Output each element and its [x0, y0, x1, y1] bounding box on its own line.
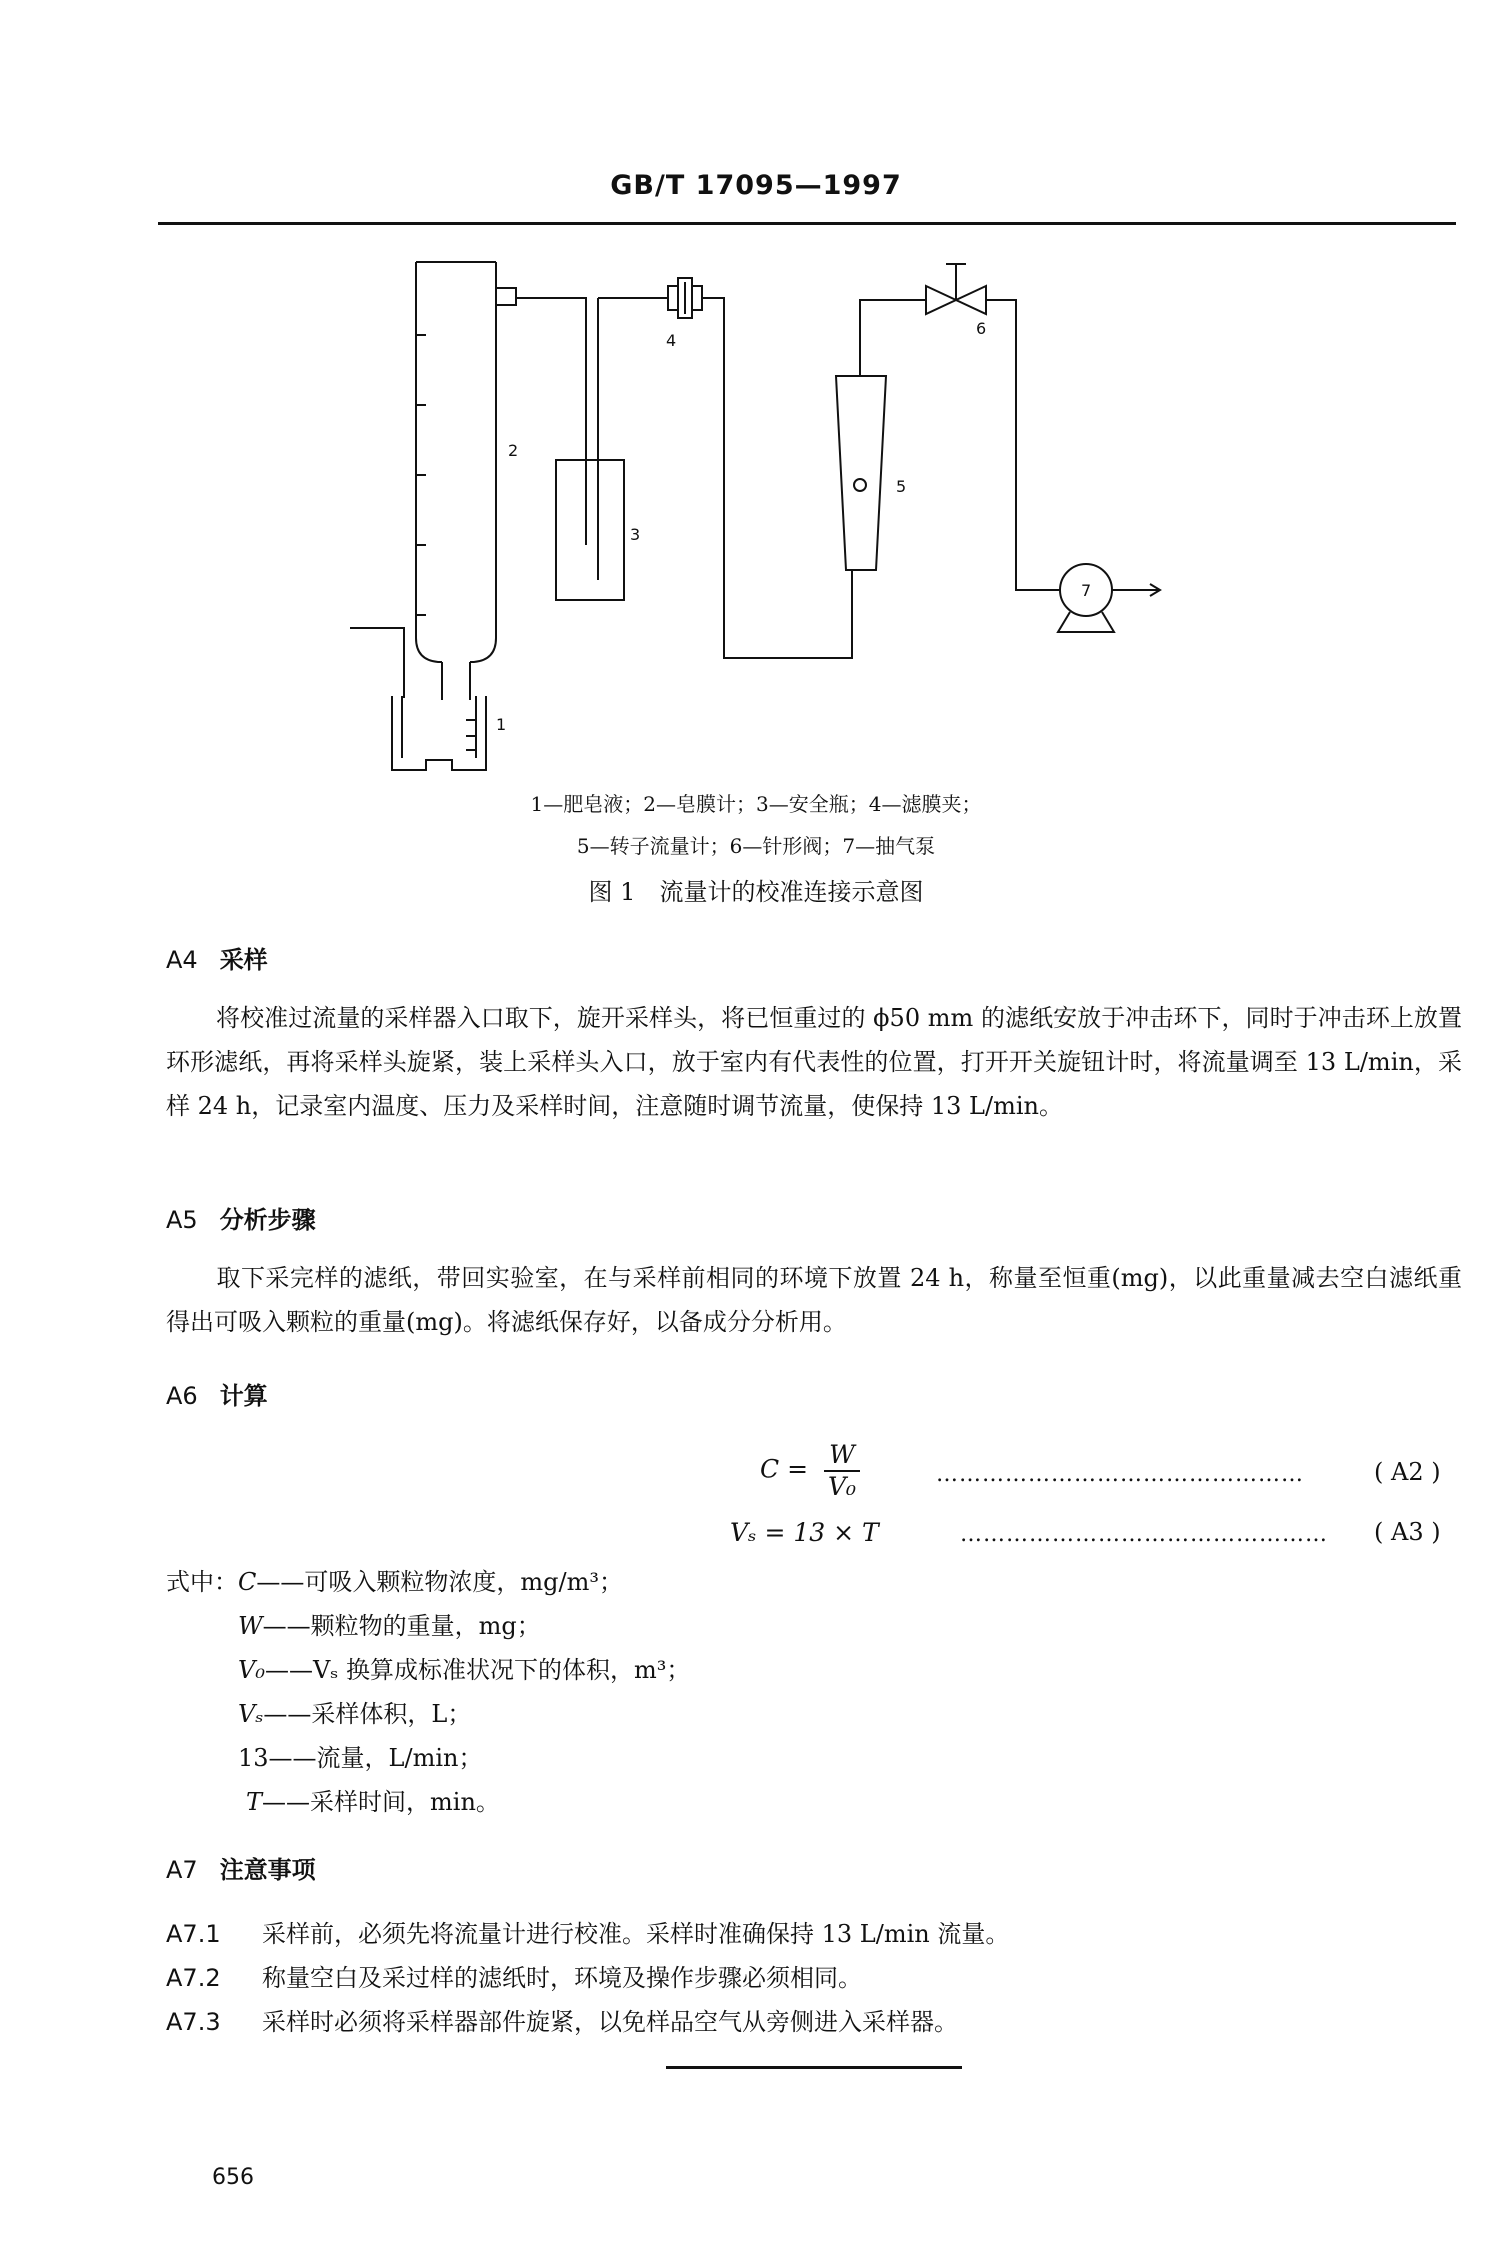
soap-liquid-inner: [402, 696, 476, 758]
figure-legend-line-1: 1—肥皂液；2—皂膜计；3—安全瓶；4—滤膜夹；: [530, 792, 982, 816]
where-intro: 式中：: [166, 1568, 238, 1596]
where-row: [166, 1736, 690, 1780]
section-number: A7: [166, 1856, 198, 1884]
section-a6-heading: [166, 1376, 268, 1411]
where-row: [166, 1648, 690, 1692]
equation-a2: [760, 1440, 860, 1502]
label-7: 7: [1081, 581, 1092, 600]
equation-lhs: C =: [760, 1454, 809, 1484]
vacuum-pump: [1058, 564, 1160, 632]
section-number: A4: [166, 946, 198, 974]
section-title: 采样: [219, 945, 268, 974]
soap-film-meter-tube: [416, 262, 496, 662]
fraction: [824, 1440, 860, 1502]
section-a4-heading: [166, 940, 268, 975]
equation-a3-leader: …………………………………………: [960, 1522, 1328, 1547]
var-desc: ——采样时间，min。: [262, 1788, 500, 1816]
note-number: A7.2: [166, 1964, 221, 1992]
numerator: W: [824, 1440, 860, 1472]
where-row: [166, 1780, 690, 1824]
pipe-rotameter-top: [860, 300, 926, 376]
var-desc: ——Vₛ 换算成标准状况下的体积，m³；: [264, 1656, 691, 1684]
safety-bottle: [556, 460, 624, 600]
pipe-valve-to-pump: [986, 300, 1060, 590]
needle-valve: [926, 264, 986, 314]
where-row: [166, 1604, 690, 1648]
figure-title: 图 1 流量计的校准连接示意图: [588, 878, 924, 906]
end-rule: [666, 2066, 962, 2069]
variable-definitions: [166, 1560, 690, 1824]
var-desc: ——采样体积，L；: [263, 1700, 472, 1728]
calibration-diagram: [330, 250, 1290, 790]
section-title: 分析步骤: [219, 1205, 316, 1234]
rotameter-float: [854, 479, 866, 491]
equation-lhs: Vₛ: [730, 1518, 757, 1547]
label-4: 4: [666, 331, 677, 350]
section-title: 注意事项: [219, 1855, 316, 1884]
note-text: 采样时必须将采样器部件旋紧，以免样品空气从旁侧进入采样器。: [262, 2008, 958, 2036]
section-title: 计算: [219, 1381, 268, 1410]
var-desc: ——颗粒物的重量，mg；: [262, 1612, 541, 1640]
section-a5-body: [166, 1256, 1462, 1344]
section-a5-heading: [166, 1200, 316, 1235]
note-text: 称量空白及采过样的滤纸时，环境及操作步骤必须相同。: [262, 1964, 862, 1992]
soap-liquid-vessel: [392, 696, 486, 770]
label-6: 6: [976, 319, 987, 338]
label-2: 2: [508, 441, 519, 460]
var-symbol: C: [238, 1568, 257, 1596]
var-symbol: T: [246, 1788, 263, 1816]
equation-a3: [730, 1518, 879, 1547]
where-row: [166, 1560, 690, 1604]
figure-legend-line-2: 5—转子流量计；6—针形阀；7—抽气泵: [576, 834, 936, 858]
section-a7-heading: [166, 1850, 316, 1885]
denominator: V₀: [827, 1472, 857, 1501]
pipe-filter-to-flowmeter: [702, 298, 852, 658]
header-rule: [158, 222, 1456, 225]
var-symbol: V₀: [238, 1656, 265, 1684]
note-number: A7.1: [166, 1920, 221, 1948]
where-row: [166, 1692, 690, 1736]
var-desc: ——流量，L/min；: [268, 1744, 483, 1772]
meter-outlet: [496, 288, 516, 305]
section-number: A6: [166, 1382, 198, 1410]
section-number: A5: [166, 1206, 198, 1234]
meter-neck: [442, 662, 470, 700]
section-a4-body: [166, 996, 1462, 1128]
note-item: [166, 1958, 862, 1993]
var-symbol: Vₛ: [238, 1700, 264, 1728]
label-1: 1: [496, 715, 507, 734]
paragraph-text: 取下采完样的滤纸，带回实验室，在与采样前相同的环境下放置 24 h，称量至恒重(mg)，以此重量减去空白滤纸重得出可吸入颗粒的重量(mg)。将滤纸保存好，以备成分分析用。: [166, 1264, 1462, 1336]
note-text: 采样前，必须先将流量计进行校准。采样时准确保持 13 L/min 流量。: [262, 1920, 1010, 1948]
label-3: 3: [630, 525, 641, 544]
note-item: [166, 1914, 1009, 1949]
label-5: 5: [896, 477, 907, 496]
equation-a3-label: ( A3 ): [1374, 1518, 1441, 1546]
inlet-pipe: [350, 628, 404, 698]
meter-scale-ticks: [416, 335, 426, 615]
equation-a2-leader: …………………………………………: [936, 1462, 1304, 1487]
page-number: 656: [212, 2165, 254, 2190]
var-symbol: 13: [238, 1744, 269, 1772]
rotameter: [836, 376, 886, 570]
equation-rhs: = 13 × T: [764, 1518, 879, 1547]
var-symbol: W: [238, 1612, 263, 1640]
note-item: [166, 2002, 958, 2037]
equation-a2-label: ( A2 ): [1374, 1458, 1441, 1486]
paragraph-text: 将校准过流量的采样器入口取下，旋开采样头，将已恒重过的 ϕ50 mm 的滤纸安放于冲击环下，同时于冲击环上放置环形滤纸，再将采样头旋紧，装上采样头入口，放于室内有代表性的位置，打开开关旋钮计时，将流量调至 13 L/min，采样 24 h，记录室内温度、压力及采样时间，注意随时调节流量，使保持 13 L/min。: [166, 1004, 1462, 1120]
pipe-to-bottle: [516, 298, 586, 545]
filter-holder: [668, 278, 702, 318]
var-desc: ——可吸入颗粒物浓度，mg/m³；: [256, 1568, 623, 1596]
note-number: A7.3: [166, 2008, 221, 2036]
standard-number-header: GB/T 17095—1997: [610, 170, 902, 201]
